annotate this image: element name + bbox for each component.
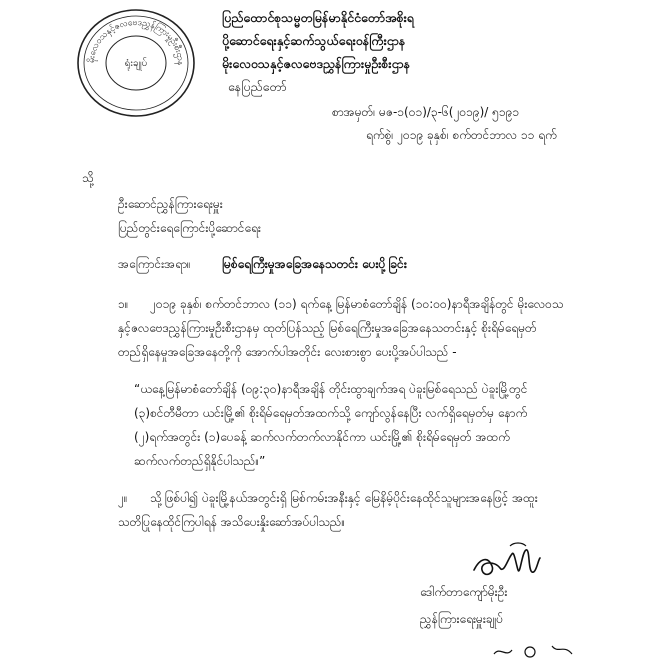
handwritten-initial-mark xyxy=(492,640,582,662)
addressee-title: ဦးဆောင်ညွှန်ကြားရေးမှူး xyxy=(118,197,223,211)
quote-line3: (၂)ရက်အတွင်း (၁)ပေခန့် ဆက်လက်တက်လာနိုင်ကာ ယင်းမြို့၏ စိုးရိမ်ရေမှတ် အထက် xyxy=(134,430,510,444)
seal-center-text: ရုံးချုပ် xyxy=(124,58,148,69)
para2-line2: သတိပြုနေထိုင်ကြပါရန် အသိပေးနှိုးဆော်အပ်ပါသည်။ xyxy=(118,515,346,529)
subject-label: အကြောင်းအရာ။ xyxy=(118,257,191,271)
header-ministry: ပို့ဆောင်ရေးနှင့်ဆက်သွယ်ရေးဝန်ကြီးဌာန xyxy=(222,33,406,48)
department-seal xyxy=(74,6,198,120)
quote-line4: ဆက်လက်တည်ရှိနိုင်ပါသည်။” xyxy=(134,454,266,468)
to-label: သို့ xyxy=(82,171,94,185)
signatory-name: ဒေါက်တာကျော်မိုးဦး xyxy=(420,585,508,599)
para1-number: ၁။ xyxy=(118,297,129,311)
addressee-office: ပြည်တွင်းရေကြောင်းပို့ဆောင်ရေး xyxy=(118,221,261,235)
para2-line1: သို့ဖြစ်ပါ၍ ပဲခူးမြို့နယ်အတွင်းရှိ မြစ်ကမ်းအနီးနှင့် မြေနိမ့်ပိုင်းနေထိုင်သူများအနေဖြင့် အထူး xyxy=(150,491,538,505)
para1-line1: ၂၀၁၉ ခုနှစ်၊ စက်တင်ဘာလ (၁၁) ရက်နေ့ မြန်မာစံတော်ချိန် (၁၀:၀၀)နာရီအချိန်တွင် မိုးလေဝသ xyxy=(150,297,564,311)
quote-line2: (၃)စင်တီမီတာ ယင်းမြို့၏ စိုးရိမ်ရေမှတ်အထက်သို့ ကျော်လွန်နေပြီး လက်ရှိရေမှတ်မှ နောက် xyxy=(134,406,528,420)
header-city: နေပြည်တော် xyxy=(228,79,287,94)
signatory-title: ညွှန်ကြားရေးမှူးချုပ် xyxy=(420,612,504,626)
para1-line2: နှင့်ဇလဗေဒညွှန်ကြားမှုဦးစီးဌာနမှ ထုတ်ပြန်သည့် မြစ်ရေကြီးမှုအခြေအနေသတင်းနှင့် စိုးရိမ်ရေမှတ် xyxy=(118,321,537,335)
para2-number: ၂။ xyxy=(118,491,128,505)
subject-text: မြစ်ရေကြီးမှုအခြေအနေသတင်း ပေးပို့ခြင်း xyxy=(222,257,407,271)
handwritten-signature xyxy=(470,540,542,584)
quote-line1: “ယနေ့မြန်မာစံတော်ချိန် (၀၉:၃၀)နာရီအချိန် တိုင်းထွာချက်အရ ပဲခူးမြစ်ရေသည် ပဲခူးမြို့တွင် xyxy=(134,382,528,396)
reference-date: ရက်စွဲ၊ ၂၀၁၉ ခုနှစ်၊ စက်တင်ဘာလ ၁၁ ရက် xyxy=(366,128,557,142)
header-government: ပြည်ထောင်စုသမ္မတမြန်မာနိုင်ငံတော်အစိုးရ xyxy=(222,10,414,25)
reference-number: စာအမှတ်၊ မဇ-၁(၀၁)/၃-၆(၂၀၁၉)/ ၅၁၉၁ xyxy=(332,105,520,119)
header-department: မိုးလေဝသနှင့်ဇလဗေဒညွှန်ကြားမှုဦးစီးဌာန xyxy=(222,56,411,71)
para1-line3: တည်ရှိနေမှုအခြေအနေတို့ကို အောက်ပါအတိုင်း လေးစားစွာ ပေးပို့အပ်ပါသည် - xyxy=(118,345,457,359)
seal-ring-text: မိုးလေဝသနှင့်ဇလဗေဒညွှန်ကြားမှုဦးစီးဌာန xyxy=(86,17,186,66)
